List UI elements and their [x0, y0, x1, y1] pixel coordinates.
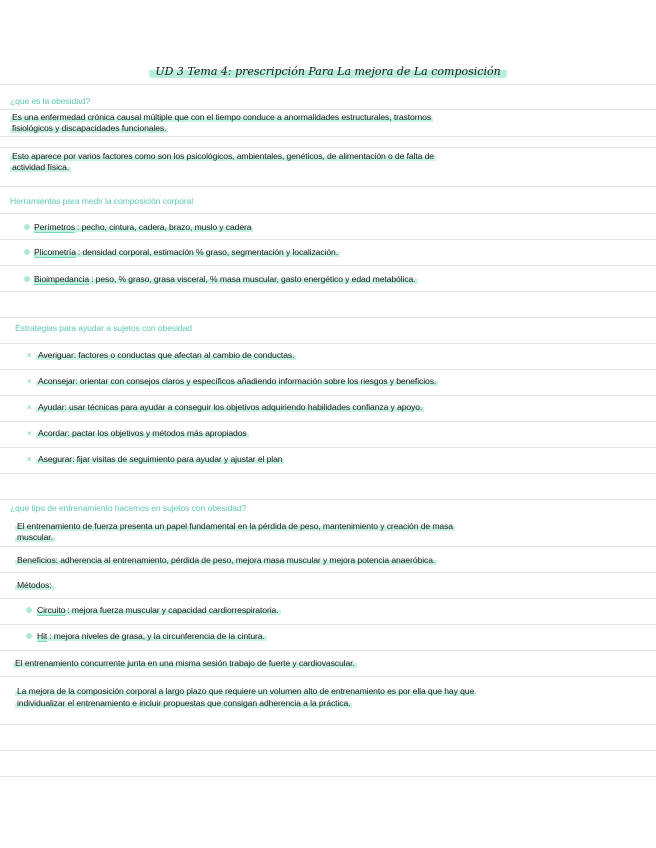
paragraph-causes-line2: actividad física. — [12, 162, 70, 172]
paragraph-fuerza-line2: muscular. — [17, 532, 53, 542]
paragraph-conclusion-line1: La mejora de la composición corporal a largo plazo que requiere un volumen alto de entrenamiento es por ella que hay que — [17, 686, 475, 696]
section-heading-herramientas: Herramientas para medir la composición corporal — [10, 196, 194, 206]
paragraph-conclusion-line2: individualizar el entrenamiento e incluir propuestas que consigan adherencia a la práctica. — [17, 698, 351, 708]
cross-bullet-icon: × — [27, 429, 32, 438]
list-item-bioimpedancia: Bioimpedancia : peso, % graso, grasa visceral, % masa muscular, gasto energético y edad metabólica. — [34, 274, 416, 284]
page-title: UD 3 Tema 4: prescripción Para La mejora de La composición — [0, 64, 656, 80]
paragraph-definition-line2: fisiológicos y discapacidades funcionales. — [12, 123, 167, 133]
section-heading-estrategias: Estrategias para ayudar a sujetos con obesidad — [15, 323, 192, 333]
list-item-asegurar: Asegurar: fijar visitas de seguimiento para ayudar y ajustar el plan — [38, 454, 283, 464]
bullet-dot-icon — [24, 224, 30, 230]
bullet-dot-icon — [24, 249, 30, 255]
cross-bullet-icon: × — [27, 351, 32, 360]
section-heading-obesidad: ¿que es la obesidad? — [10, 96, 91, 106]
list-item-acordar: Acordar: pactar los objetivos y métodos más apropiados — [38, 428, 247, 438]
paragraph-causes-line1: Esto aparece por varios factores como son los psicológicos, ambientales, genéticos, de alimentación o de falta de — [12, 151, 434, 161]
cross-bullet-icon: × — [27, 403, 32, 412]
list-item-averiguar: Averiguar: factores o conductas que afectan al cambio de conductas. — [38, 350, 295, 360]
metodos-label: Métodos: — [17, 580, 52, 590]
paragraph-fuerza-line1: El entrenamiento de fuerza presenta un papel fundamental en la pérdida de peso, mantenimiento y creación de masa — [17, 521, 453, 531]
list-item-hit: Hit : mejora niveles de grasa, y la circunferencia de la cintura. — [37, 631, 265, 641]
paragraph-beneficios: Beneficios: adherencia al entrenamiento, pérdida de peso, mejora masa muscular y mejora potencia anaeróbica. — [17, 555, 436, 565]
bullet-dot-icon — [24, 276, 30, 282]
list-item-circuito: Circuito : mejora fuerza muscular y capacidad cardiorrespiratoria. — [37, 605, 279, 615]
bullet-dot-icon — [26, 607, 32, 613]
list-item-aconsejar: Aconsejar: orientar con consejos claros y específicos añadiendo información sobre los riesgos y beneficios. — [38, 376, 437, 386]
cross-bullet-icon: × — [27, 377, 32, 386]
cross-bullet-icon: × — [27, 455, 32, 464]
section-heading-entrenamiento: ¿que tipo de entrenamiento hacemos en sujetos con obesidad? — [10, 503, 247, 513]
list-item-perimetros: Perímetros : pecho, cintura, cadera, brazo, muslo y cadera — [34, 222, 252, 232]
list-item-ayudar: Ayudar: usar técnicas para ayudar a conseguir los objetivos adquiriendo habilidades confianza y apoyo. — [38, 402, 423, 412]
bullet-dot-icon — [26, 633, 32, 639]
paragraph-definition-line1: Es una enfermedad crónica causal múltiple que con el tiempo conduce a anormalidades estructurales, trastornos — [12, 112, 432, 122]
paragraph-concurrente: El entrenamiento concurrente junta en una misma sesión trabajo de fuerte y cardiovascular. — [15, 658, 355, 668]
list-item-plicometria: Plicometría : densidad corporal, estimación % graso, segmentación y localización. — [34, 247, 339, 257]
